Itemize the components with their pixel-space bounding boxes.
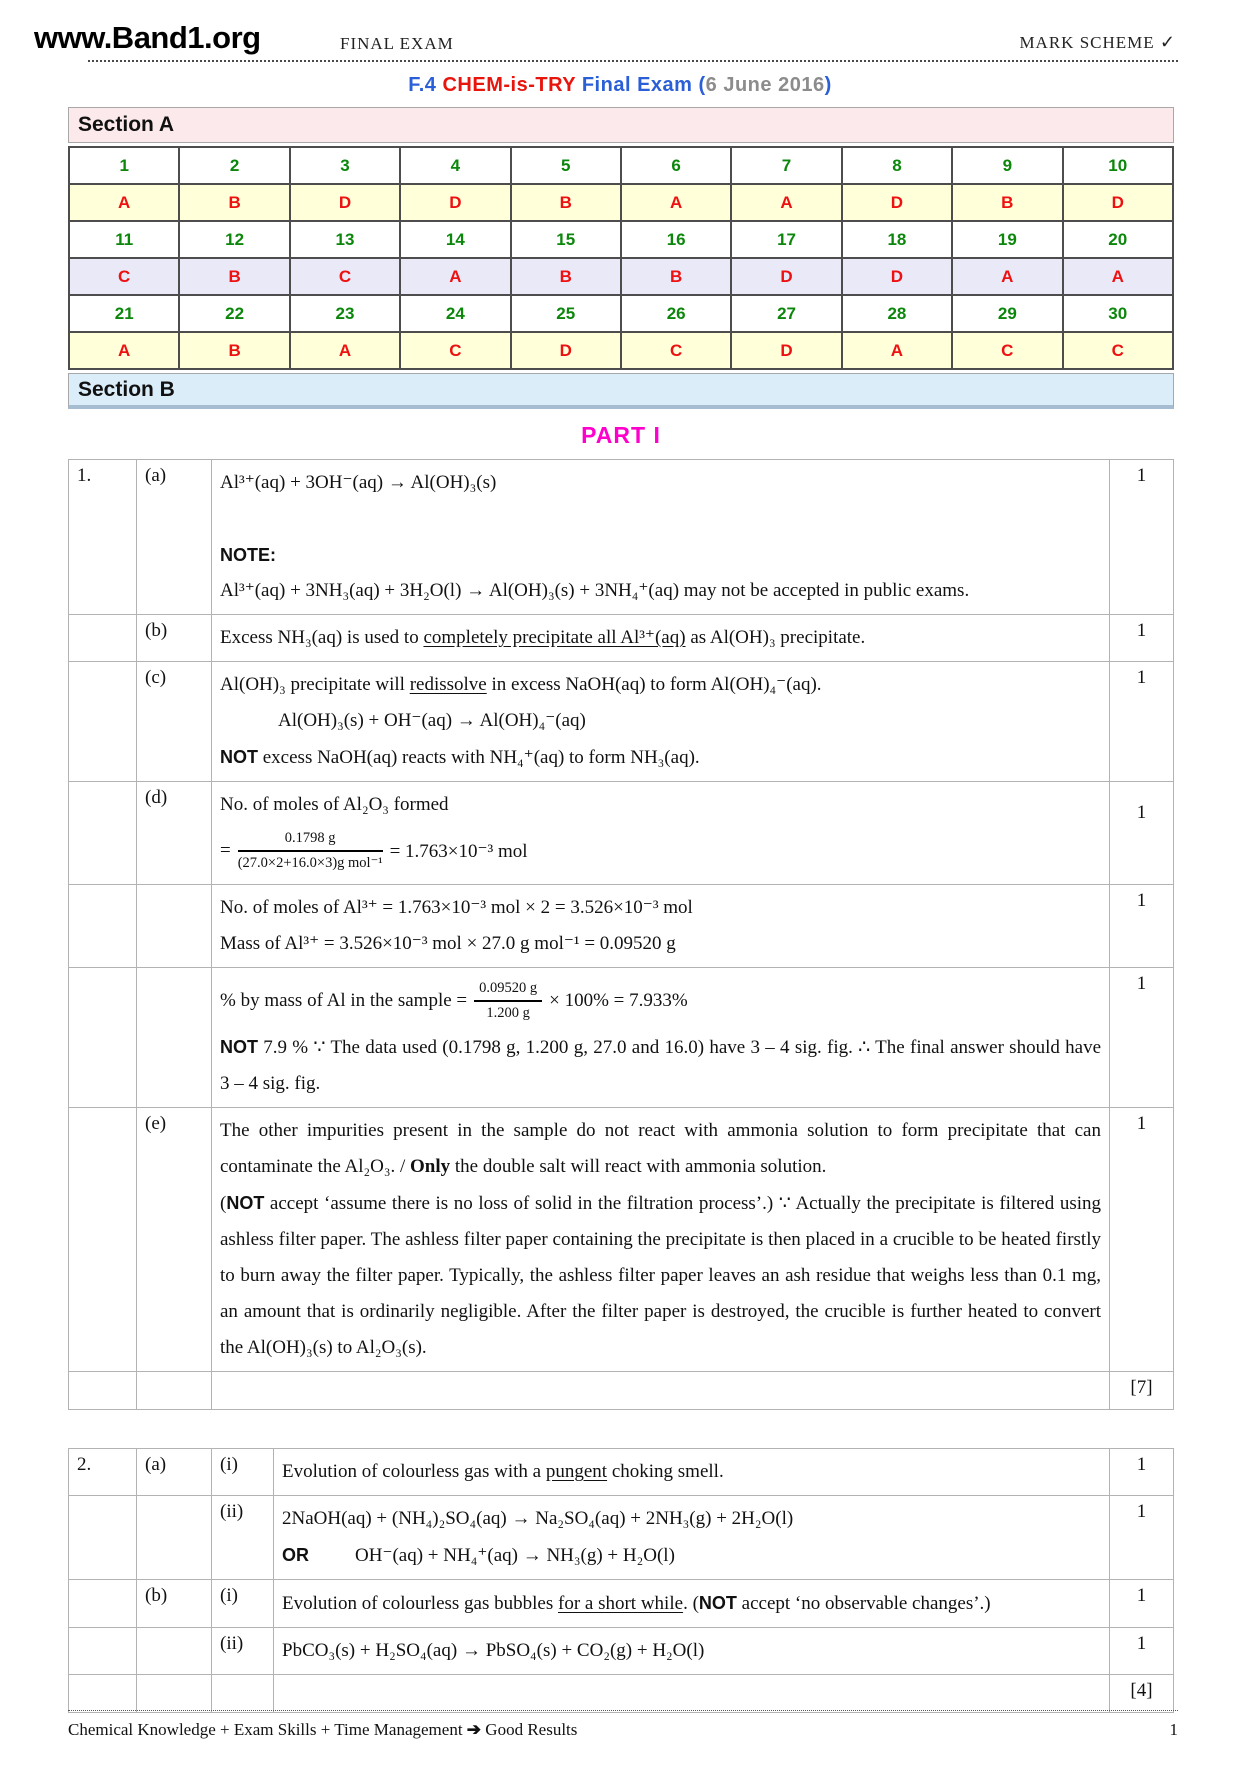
document-body	[68, 107, 1174, 1713]
answer-content	[274, 1496, 1110, 1580]
mc-question-number: 11	[69, 221, 179, 258]
chem-equation: 2NaOH(aq) + (NH₄)₂SO₄(aq) → Na₂SO₄(aq) + 2NH₃(g) + 2H₂O(l)	[282, 1508, 794, 1529]
mc-question-number: 30	[1063, 295, 1173, 332]
mc-answer: C	[290, 258, 400, 295]
mark-value: 1	[1110, 885, 1174, 968]
mc-answer: D	[400, 184, 510, 221]
not-label: NOT	[220, 1037, 258, 1057]
fraction-denominator: (27.0×2+16.0×3)g mol⁻¹	[237, 855, 383, 871]
note-text: Al³⁺(aq) + 3NH₃(aq) + 3H₂O(l) → Al(OH)₃(s) + 3NH₄⁺(aq) may not be accepted in public exams.	[220, 580, 970, 601]
page-number: 1	[1169, 1720, 1178, 1739]
mc-answer-row	[69, 258, 1173, 295]
subpart-label: (i)	[212, 1580, 274, 1628]
exam-title-paren: )	[824, 74, 832, 96]
mc-answer: C	[621, 332, 731, 369]
bold-text: Only	[410, 1156, 451, 1177]
mc-question-number: 24	[400, 295, 510, 332]
q2-row-aii	[69, 1496, 1174, 1580]
mark-value: 1	[1110, 662, 1174, 782]
mc-answer: B	[511, 258, 621, 295]
part-label: (b)	[137, 1580, 212, 1628]
mc-answer: A	[290, 332, 400, 369]
mark-value: 1	[1110, 1496, 1174, 1580]
mc-question-number: 25	[511, 295, 621, 332]
mc-answer: B	[179, 332, 289, 369]
mc-question-number: 26	[621, 295, 731, 332]
section-b-header	[68, 373, 1174, 409]
part-label: (a)	[137, 1449, 212, 1496]
not-label: NOT	[226, 1193, 265, 1213]
answer-content	[212, 460, 1110, 615]
question-number: 1.	[69, 460, 137, 615]
mc-answer: C	[952, 332, 1062, 369]
not-label: NOT	[220, 747, 258, 767]
underlined-text: redissolve	[409, 674, 487, 695]
underlined-text: pungent	[545, 1461, 608, 1482]
calculation-fraction: = $\frac{0.1798 g}{\text{(27.0×2+16.0×3)g mol⁻¹}}$ = 1.763×10⁻³ mol	[220, 830, 528, 871]
mc-question-number: 16	[621, 221, 731, 258]
mc-answer: A	[1063, 258, 1173, 295]
page-header	[34, 20, 1178, 62]
exam-title-date: 6 June 2016	[705, 74, 825, 96]
q1-row-b	[69, 615, 1174, 662]
part-label: (a)	[137, 460, 212, 615]
section-a-header	[68, 107, 1174, 143]
calculation-fraction: % by mass of Al in the sample = $\frac{0.09520 g}{1.200 g}$ × 100% = 7.933%	[220, 980, 688, 1021]
mc-question-number: 9	[952, 147, 1062, 184]
mc-question-number: 4	[400, 147, 510, 184]
question-total-marks: [4]	[1110, 1675, 1174, 1713]
fraction-denominator: 1.200 g	[486, 1005, 530, 1021]
mc-number-row	[69, 221, 1173, 258]
mc-question-number: 20	[1063, 221, 1173, 258]
exam-title-name: Final Exam (	[575, 74, 706, 96]
underlined-text: for a short while	[558, 1593, 684, 1614]
part-label: (d)	[137, 782, 212, 885]
mc-question-number: 17	[731, 221, 841, 258]
mark-value: 1	[1110, 615, 1174, 662]
mc-answer: A	[400, 258, 510, 295]
subpart-label: (ii)	[212, 1496, 274, 1580]
section-a-answer-table	[68, 146, 1174, 370]
mc-answer: D	[731, 258, 841, 295]
mc-answer: A	[952, 258, 1062, 295]
q2-row-bi	[69, 1580, 1174, 1628]
check-icon: ✓	[1159, 32, 1176, 52]
mc-question-number: 27	[731, 295, 841, 332]
mc-question-number: 14	[400, 221, 510, 258]
mc-question-number: 18	[842, 221, 952, 258]
mc-answer-row	[69, 332, 1173, 369]
mc-question-number: 29	[952, 295, 1062, 332]
page-footer	[68, 1710, 1178, 1740]
header-doc-title: FINAL EXAM	[340, 34, 454, 53]
mc-question-number: 10	[1063, 147, 1173, 184]
fraction-numerator: 0.09520 g	[474, 979, 542, 1002]
mc-question-number: 5	[511, 147, 621, 184]
question-1-table	[68, 459, 1174, 1410]
exam-title	[0, 74, 1240, 97]
mc-question-number: 3	[290, 147, 400, 184]
mc-question-number: 8	[842, 147, 952, 184]
mc-question-number: 6	[621, 147, 731, 184]
chem-equation: Al³⁺(aq) + 3OH⁻(aq) → Al(OH)₃(s)	[220, 472, 497, 493]
mc-answer: C	[69, 258, 179, 295]
subpart-label: (ii)	[212, 1628, 274, 1675]
mc-answer: D	[1063, 184, 1173, 221]
mc-answer: B	[621, 258, 731, 295]
section-a-label: Section A	[78, 113, 175, 136]
mark-value: 1	[1110, 968, 1174, 1108]
not-label: NOT	[698, 1593, 737, 1613]
chem-equation: OH⁻(aq) + NH₄⁺(aq) → NH₃(g) + H₂O(l)	[355, 1545, 675, 1566]
mark-value: 1	[1110, 1628, 1174, 1675]
q1-row-d	[69, 782, 1174, 885]
site-logo[interactable]: www.Band1.org	[34, 20, 261, 55]
mark-scheme-label: MARK SCHEME	[1019, 33, 1155, 52]
mc-answer: A	[69, 184, 179, 221]
mc-answer: A	[621, 184, 731, 221]
mc-answer: A	[731, 184, 841, 221]
mc-answer: A	[842, 332, 952, 369]
q1-row-e	[69, 1108, 1174, 1372]
mc-answer: A	[69, 332, 179, 369]
q1-row-d2	[69, 885, 1174, 968]
mc-question-number: 19	[952, 221, 1062, 258]
mc-answer-row	[69, 184, 1173, 221]
mc-answer: B	[952, 184, 1062, 221]
q1-row-d3	[69, 968, 1174, 1108]
chem-equation: PbCO₃(s) + H₂SO₄(aq) → PbSO₄(s) + CO₂(g) + H₂O(l)	[282, 1640, 705, 1661]
underlined-text: completely precipitate all Al³⁺(aq)	[423, 627, 686, 648]
mc-answer: C	[400, 332, 510, 369]
mc-answer: D	[511, 332, 621, 369]
mc-answer: C	[1063, 332, 1173, 369]
mc-answer: D	[731, 332, 841, 369]
part-label: (b)	[137, 615, 212, 662]
mc-question-number: 21	[69, 295, 179, 332]
question-2-table	[68, 1448, 1174, 1713]
fraction-numerator: 0.1798 g	[238, 829, 383, 852]
mark-value: 1	[1110, 782, 1174, 885]
or-label: OR	[282, 1545, 309, 1565]
answer-content: Al(OH)₃ precipitate will redissolve in excess NaOH(aq) to form Al(OH)₄⁻(aq). Al(OH)₃(s) + OH⁻(aq) → Al(OH)₄⁻(aq) NOT excess NaOH(aq) reacts with NH₄⁺(aq) to form NH₃(aq).	[212, 662, 1110, 782]
answer-content: No. of moles of Al₂O₃ formed = $\frac{0.1798 g}{\text{(27.0×2+16.0×3)g mol⁻¹}}$ = 1.763×10⁻³ mol	[212, 782, 1110, 885]
mc-answer: B	[511, 184, 621, 221]
mc-question-number: 23	[290, 295, 400, 332]
note-label: NOTE:	[220, 545, 276, 565]
answer-content: Evolution of colourless gas with a pungent choking smell.	[274, 1449, 1110, 1496]
mc-question-number: 13	[290, 221, 400, 258]
mc-answer: D	[842, 258, 952, 295]
question-number: 2.	[69, 1449, 137, 1496]
arrow-right-icon: ➔	[466, 1720, 482, 1739]
mc-number-row	[69, 147, 1173, 184]
q1-row-c	[69, 662, 1174, 782]
mark-value: 1	[1110, 1108, 1174, 1372]
section-b-label: Section B	[78, 377, 175, 401]
part-label: (e)	[137, 1108, 212, 1372]
mc-question-number: 7	[731, 147, 841, 184]
answer-content: Evolution of colourless gas bubbles for a short while. (NOT accept ‘no observable changes’.)	[274, 1580, 1110, 1628]
mc-number-row	[69, 295, 1173, 332]
footer-motto: Chemical Knowledge + Exam Skills + Time Management ➔ Good Results	[68, 1720, 578, 1739]
subpart-label: (i)	[212, 1449, 274, 1496]
mc-answer: B	[179, 258, 289, 295]
mc-answer: D	[290, 184, 400, 221]
mark-value: 1	[1110, 460, 1174, 615]
mc-question-number: 1	[69, 147, 179, 184]
exam-title-form: F.4	[408, 74, 443, 96]
part-label: (c)	[137, 662, 212, 782]
mc-question-number: 28	[842, 295, 952, 332]
q1-row-a	[69, 460, 1174, 615]
part-i-heading: PART I	[581, 422, 661, 448]
chem-equation: Al(OH)₃(s) + OH⁻(aq) → Al(OH)₄⁻(aq)	[278, 710, 586, 731]
mc-question-number: 12	[179, 221, 289, 258]
answer-content: % by mass of Al in the sample = $\frac{0.09520 g}{1.200 g}$ × 100% = 7.933% NOT 7.9 % ∵ The data used (0.1798 g, 1.200 g, 27.0 and 16.0) have 3 – 4 sig. fig. ∴ The final answer should have 3 – 4 sig. fig.	[212, 968, 1110, 1108]
mc-question-number: 22	[179, 295, 289, 332]
q2-row-bii	[69, 1628, 1174, 1675]
mc-answer: B	[179, 184, 289, 221]
question-total-marks: [7]	[1110, 1372, 1174, 1410]
header-mark-scheme	[1019, 32, 1176, 53]
q2-row-ai	[69, 1449, 1174, 1496]
answer-content	[274, 1628, 1110, 1675]
answer-content: The other impurities present in the sample do not react with ammonia solution to form precipitate that can contaminate the Al₂O₃. / Only the double salt will react with ammonia solution. (NOT accept ‘assume there is no loss of solid in the filtration process’.) ∵ Actually the precipitate is filtered using ashless filter paper. The ashless filter paper containing the precipitate is then placed in a crucible to be heated firstly to burn away the filter paper. Typically, the ashless filter paper leaves an ash residue that weighs less than 0.1 mg, an amount that is ordinarily negligible. After the filter paper is destroyed, the crucible is further heated to convert the Al(OH)₃(s) to Al₂O₃(s).	[212, 1108, 1110, 1372]
answer-content: Excess NH₃(aq) is used to completely precipitate all Al³⁺(aq) as Al(OH)₃ precipitate.	[212, 615, 1110, 662]
mc-question-number: 2	[179, 147, 289, 184]
exam-title-subject: CHEM-is-TRY	[442, 74, 576, 96]
mark-value: 1	[1110, 1449, 1174, 1496]
q1-total-row	[69, 1372, 1174, 1410]
q2-total-row	[69, 1675, 1174, 1713]
mc-answer: D	[842, 184, 952, 221]
answer-content: No. of moles of Al³⁺ = 1.763×10⁻³ mol × 2 = 3.526×10⁻³ mol Mass of Al³⁺ = 3.526×10⁻³ mol × 27.0 g mol⁻¹ = 0.09520 g	[212, 885, 1110, 968]
mark-value: 1	[1110, 1580, 1174, 1628]
mc-question-number: 15	[511, 221, 621, 258]
